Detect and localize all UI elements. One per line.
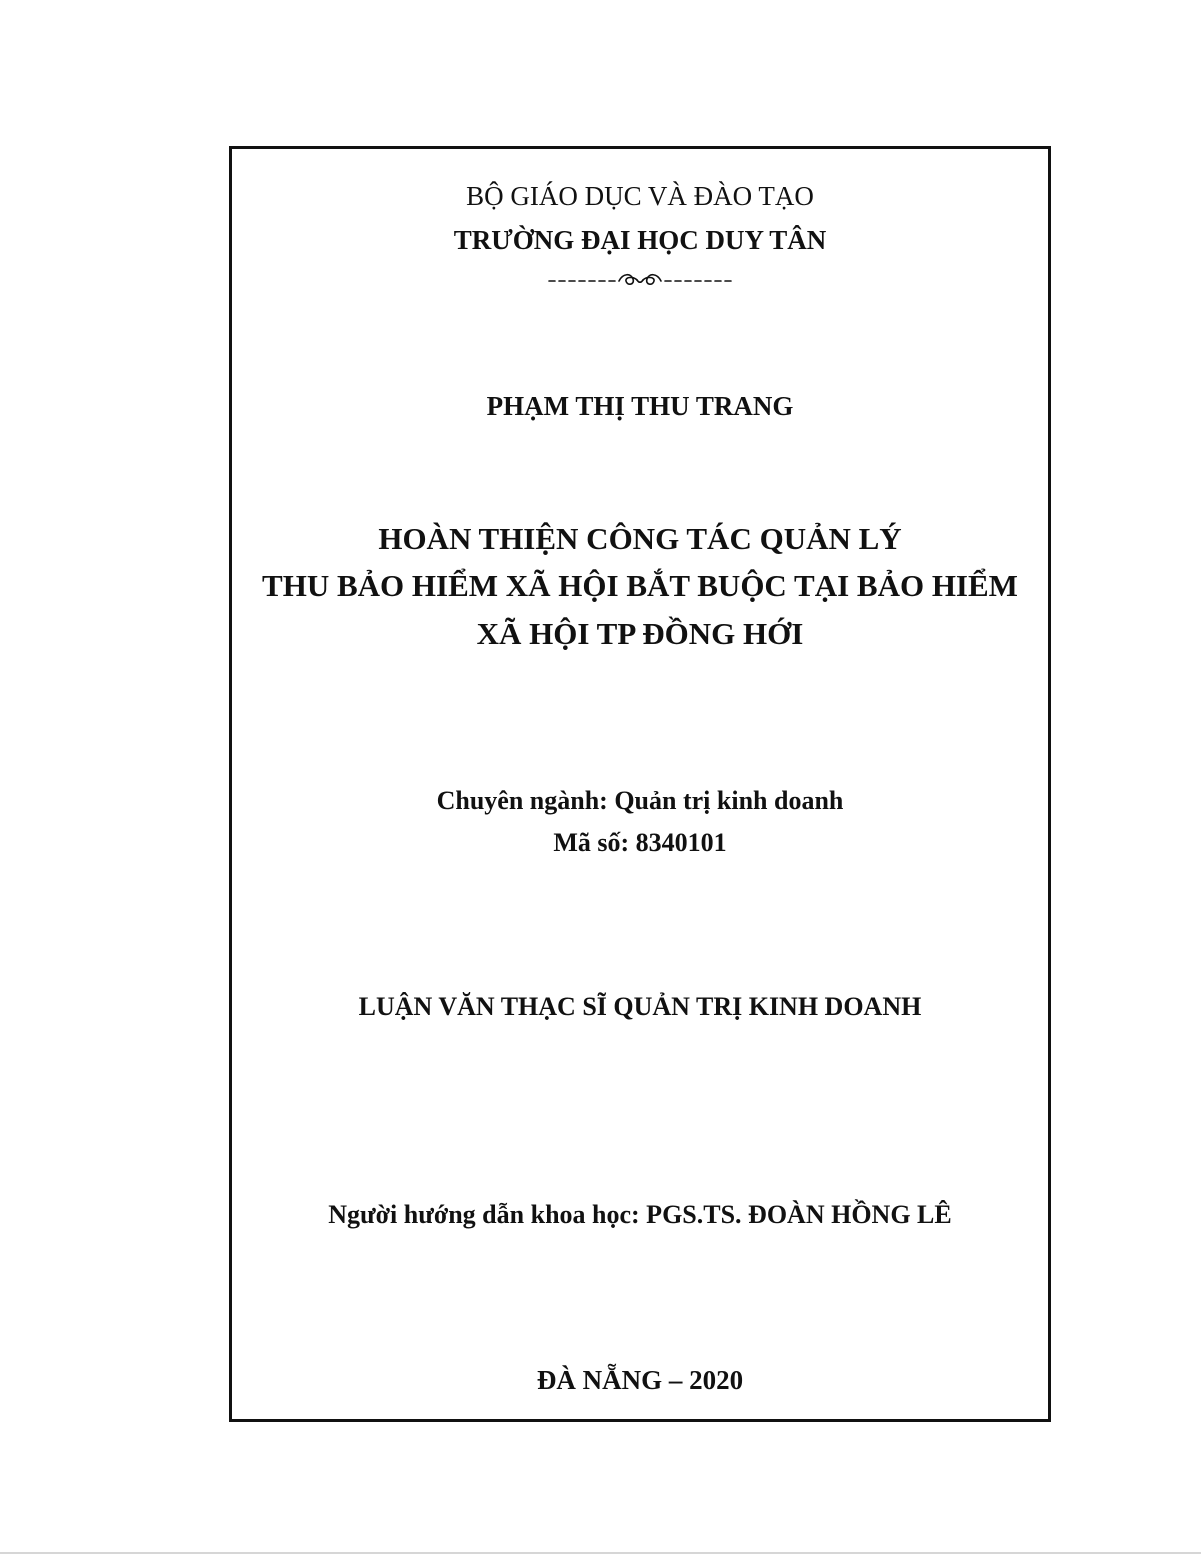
ornament-divider-icon: [232, 267, 1048, 291]
cover-border-frame: [229, 146, 1051, 1422]
thesis-title-line-2: THU BẢO HIỂM XÃ HỘI BẮT BUỘC TẠI BẢO HIỂM: [262, 568, 1018, 603]
thesis-title-line-1: HOÀN THIỆN CÔNG TÁC QUẢN LÝ: [378, 521, 902, 556]
thesis-title-line-3: XÃ HỘI TP ĐỒNG HỚI: [476, 616, 804, 651]
scientific-advisor: Người hướng dẫn khoa học: PGS.TS. ĐOÀN HỒNG LÊ: [328, 1200, 952, 1229]
degree-type: LUẬN VĂN THẠC SĨ QUẢN TRỊ KINH DOANH: [358, 992, 922, 1021]
major-code: Mã số: 8340101: [553, 828, 727, 857]
author-name: PHẠM THỊ THU TRANG: [486, 391, 794, 421]
ministry-name: BỘ GIÁO DỤC VÀ ĐÀO TẠO: [466, 181, 814, 211]
major-field: Chuyên ngành: Quản trị kinh doanh: [436, 786, 844, 815]
university-name: TRƯỜNG ĐẠI HỌC DUY TÂN: [453, 225, 827, 255]
place-and-year: ĐÀ NẴNG – 2020: [536, 1365, 744, 1395]
